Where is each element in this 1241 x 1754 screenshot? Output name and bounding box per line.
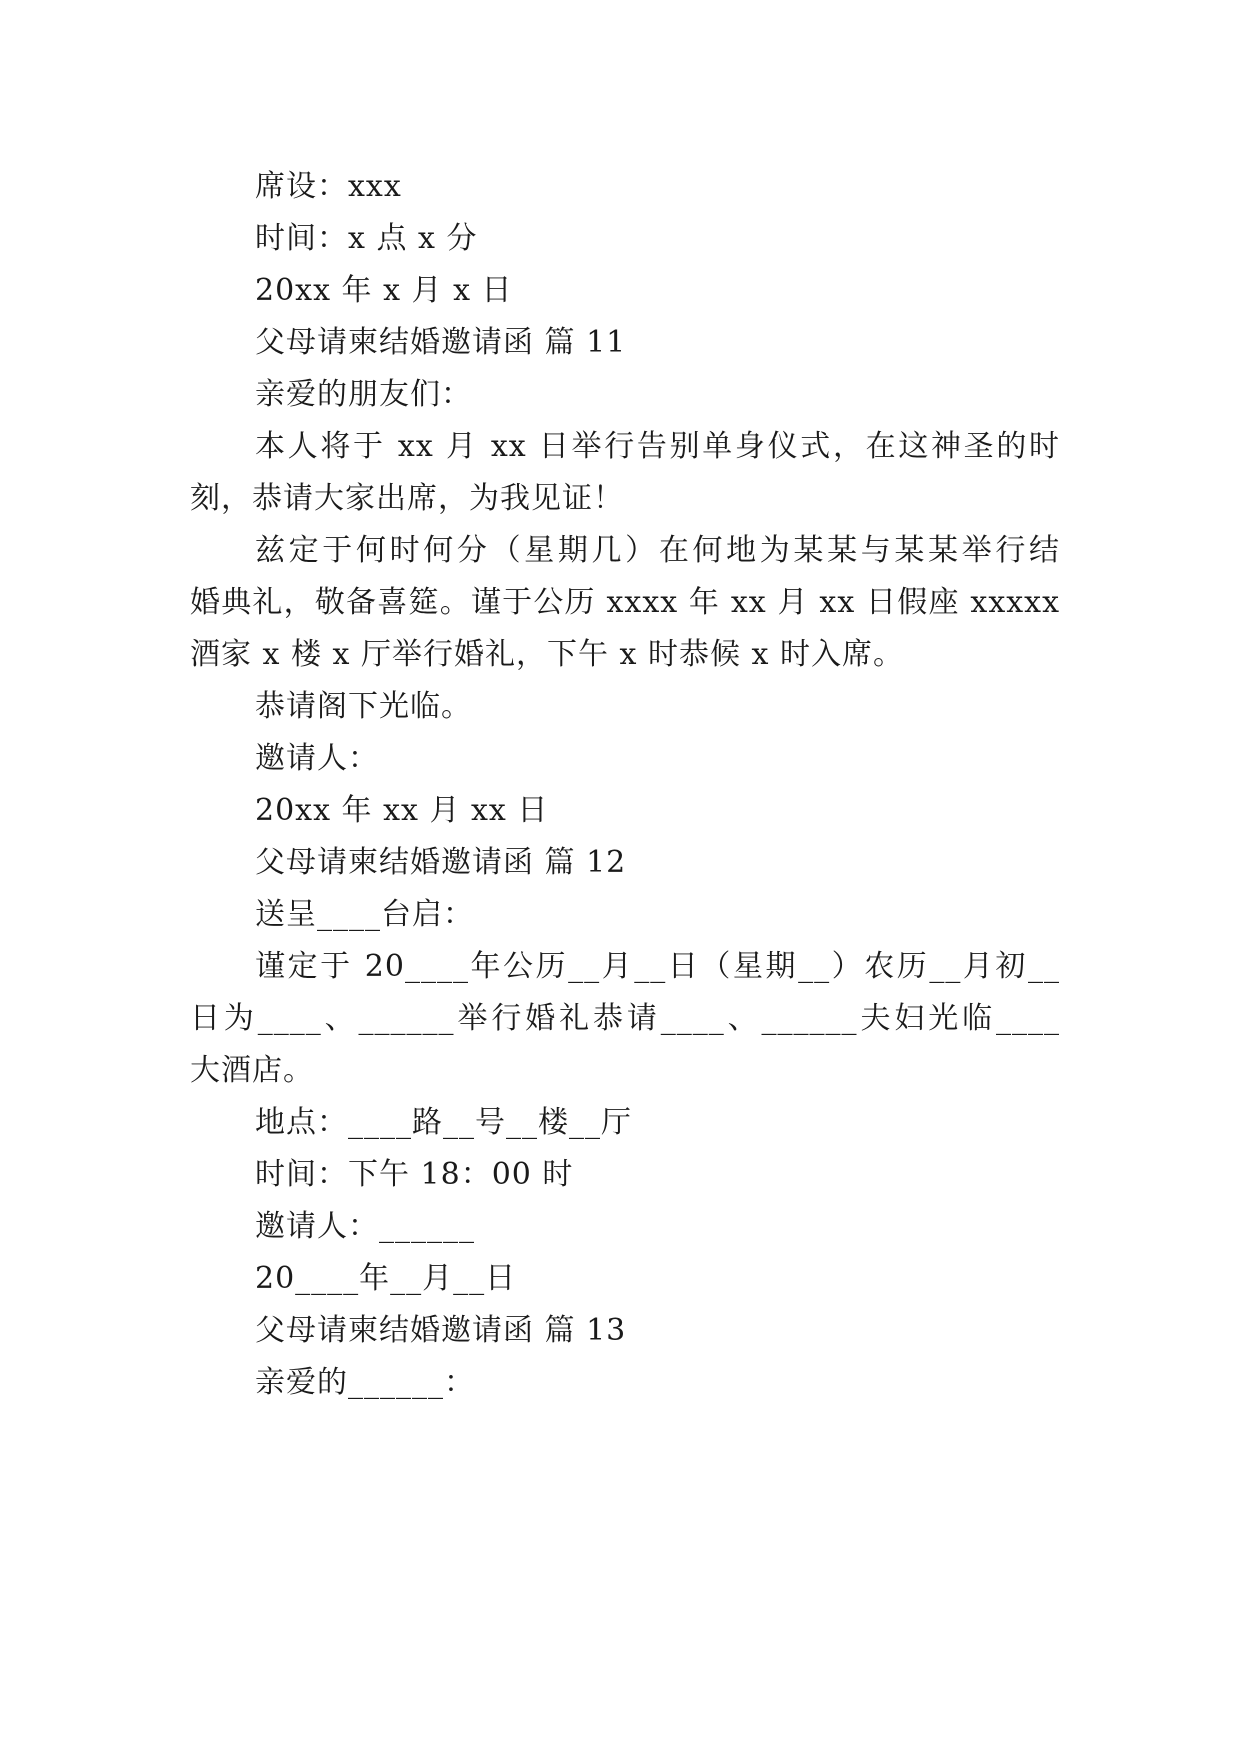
section-heading-12: 父母请柬结婚邀请函 篇 12 — [255, 845, 627, 880]
greeting-line: 送呈____台启： — [255, 897, 474, 932]
seat-line: 席设：xxx — [255, 169, 402, 204]
time-line: 时间：下午 18：00 时 — [255, 1157, 574, 1192]
time-line: 时间：x 点 x 分 — [255, 221, 478, 256]
section-heading-13: 父母请柬结婚邀请函 篇 13 — [255, 1313, 627, 1348]
paragraph-line: 日为____、______举行婚礼恭请____、______夫妇光临____ — [190, 1001, 1060, 1036]
paragraph-line: 婚典礼，敬备喜筵。谨于公历 xxxx 年 xx 月 xx 日假座 xxxxx — [190, 585, 1060, 620]
date-line: 20____年__月__日 — [255, 1261, 517, 1296]
paragraph-line: 本人将于 xx 月 xx 日举行告别单身仪式，在这神圣的时 — [255, 429, 1060, 464]
section-heading-11: 父母请柬结婚邀请函 篇 11 — [255, 325, 627, 360]
location-line: 地点：____路__号__楼__厅 — [255, 1105, 632, 1140]
paragraph-line: 谨定于 20____年公历__月__日（星期__）农历__月初__ — [255, 949, 1060, 984]
date-line: 20xx 年 x 月 x 日 — [255, 273, 513, 308]
paragraph-line: 酒家 x 楼 x 厅举行婚礼，下午 x 时恭候 x 时入席。 — [190, 637, 904, 672]
paragraph-line: 刻，恭请大家出席，为我见证！ — [190, 481, 624, 516]
inviter-line: 邀请人： — [255, 741, 379, 776]
date-line: 20xx 年 xx 月 xx 日 — [255, 793, 549, 828]
paragraph-line: 恭请阁下光临。 — [255, 689, 472, 724]
greeting-line: 亲爱的朋友们： — [255, 377, 472, 412]
inviter-line: 邀请人：______ — [255, 1209, 475, 1244]
greeting-line: 亲爱的______： — [255, 1365, 475, 1400]
paragraph-line: 大酒店。 — [190, 1053, 314, 1088]
paragraph-line: 兹定于何时何分（星期几）在何地为某某与某某举行结 — [255, 533, 1060, 568]
